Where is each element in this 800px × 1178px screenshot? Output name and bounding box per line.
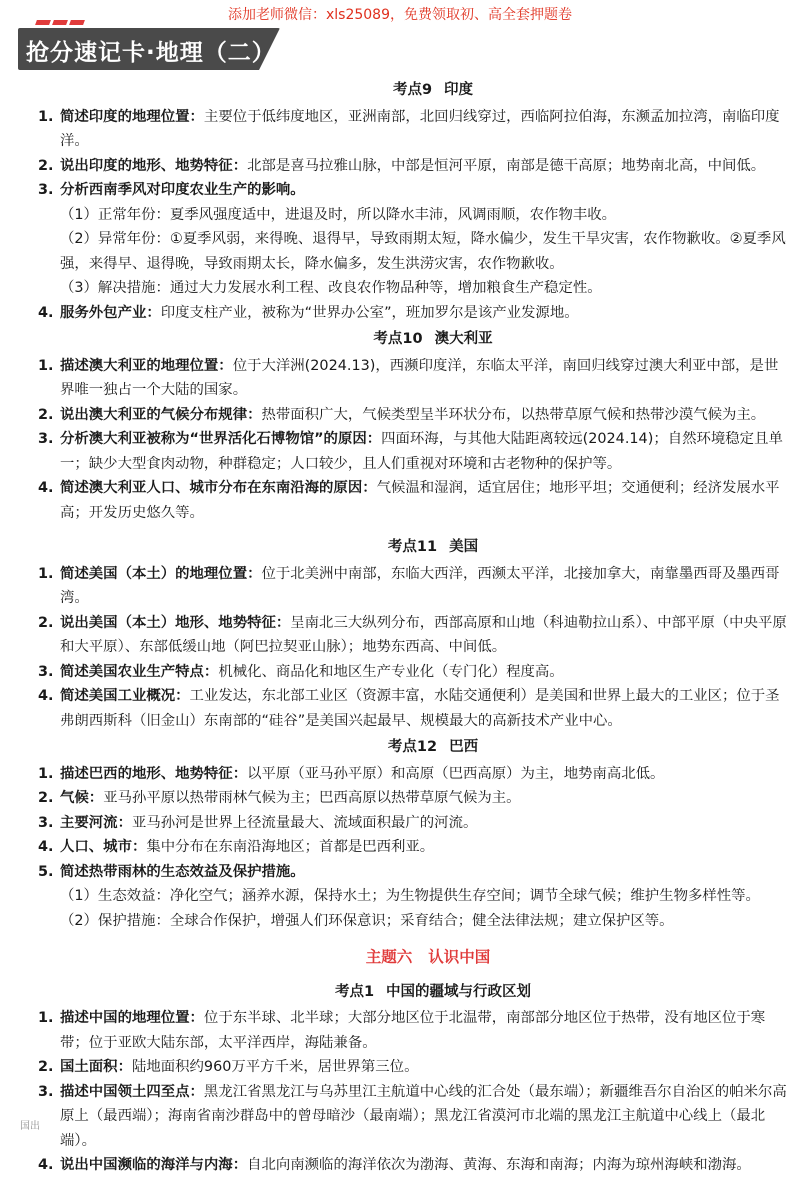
section-title-australia: 考点10 澳大利亚 [373,331,493,347]
page-title: 抢分速记卡·地理（二） [26,40,276,66]
list-item: 4. 简述美国工业概况：工业发达，东北部工业区（资源丰富，水陆交通便利）是美国和世界上最大的工业区；位于圣弗朗西斯科（旧金山）东南部的“硅谷”是美国兴起最早、规模最大的高新技术产业中心。 [38,688,780,729]
list-item: 3. 描述中国领土四至点：黑龙江省黑龙江与乌苏里江主航道中心线的汇合处（最东端）；新疆维吾尔自治区的帕米尔高原上（最西端）；海南省南沙群岛中的曾母暗沙（最南端）；黑龙江省漠河市北端的黑龙江主航道中心线上（最北端）。 [38,1083,787,1149]
list-item: 2. 说出美国（本土）地形、地势特征：呈南北三大纵列分布，西部高原和山地（科迪勒拉山系）、中部平原（中央平原和大平原）、东部低缓山地（阿巴拉契亚山脉）；地势东西高、中间低。 [38,614,787,655]
list-item: 2. 气候：亚马孙平原以热带雨林气候为主；巴西高原以热带草原气候为主。 [38,790,521,806]
section-title-brazil: 考点12 巴西 [387,739,479,755]
watermark: 添加老师微信：xls25089，免费领取初、高全套押题卷 [227,7,572,23]
list-item: 4. 服务外包产业：印度支柱产业，被称为“世界办公室”，班加罗尔是该产业发源地。 [38,304,579,321]
list-item: 4. 简述澳大利亚人口、城市分布在东南沿海的原因：气候温和湿润，适宜居住；地形平坦；交通便利；经济发展水平高；开发历史悠久等。 [38,480,780,521]
list-item: 1. 简述印度的地理位置：主要位于低纬度地区，亚洲南部，北回归线穿过，西临阿拉伯海，东濒孟加拉湾，南临印度洋。 [38,108,780,149]
list-item: 1. 描述中国的地理位置：位于东半球、北半球；大部分地区位于北温带，南部部分地区位于热带，没有地区位于寒带；位于亚欧大陆东部，太平洋西岸，海陆兼备。 [38,1010,766,1051]
footer-mark: 国出 [20,1121,40,1132]
section-title-china-territory: 考点1 中国的疆域与行政区划 [334,983,532,1000]
sub-item: （2）异常年份：①夏季风弱，来得晚、退得早，导致雨期太短，降水偏少，发生干旱灾害，农作物歉收。②夏季风强，来得早、退得晚，导致雨期太长，降水偏多，发生洪涝灾害，农作物歉收。 [60,231,786,272]
list-item: 1. 描述巴西的地形、地势特征：以平原（亚马孙平原）和高原（巴西高原）为主，地势南高北低。 [38,765,665,782]
theme-heading: 主题六 认识中国 [365,948,491,966]
list-item: 1. 描述澳大利亚的地理位置：位于大洋洲(2024.13)，西濒印度洋，东临太平洋，南回归线穿过澳大利亚中部，是世界唯一独占一个大陆的国家。 [38,357,779,398]
header-decoration [36,20,84,25]
list-item: 4. 说出中国濒临的海洋与内海：自北向南濒临的海洋依次为渤海、黄海、东海和南海；内海为琼州海峡和渤海。 [38,1157,751,1173]
list-item: 2. 说出印度的地形、地势特征：北部是喜马拉雅山脉，中部是恒河平原，南部是德干高原；地势南北高，中间低。 [38,157,766,174]
list-item: 2. 国土面积：陆地面积约960万平方千米，居世界第三位。 [38,1059,419,1075]
sub-item: （1）生态效益：净化空气；涵养水源，保持水土；为生物提供生存空间；调节全球气候；维护生物多样性等。 [60,888,760,904]
list-item: 5. 简述热带雨林的生态效益及保护措施。 [38,863,305,880]
list-item: 4. 人口、城市：集中分布在东南沿海地区；首都是巴西利亚。 [38,839,435,855]
content [38,76,788,1178]
sub-item: （1）正常年份：夏季风强度适中，进退及时，所以降水丰沛，风调雨顺，农作物丰收。 [60,206,617,223]
list-item: 3. 简述美国农业生产特点：机械化、商品化和地区生产专业化（专门化）程度高。 [38,663,564,680]
sub-item: （2）保护措施：全球合作保护，增强人们环保意识；采育结合；健全法律法规；建立保护区等。 [60,912,674,929]
section-title-india: 考点9 印度 [392,82,474,98]
list-item: 3. 分析澳大利亚被称为“世界活化石博物馆”的原因：四面环海，与其他大陆距离较远(2024.14)；自然环境稳定且单一；缺少大型食肉动物，种群稳定；人口较少，且人们重视对环境和古老物种的保护等。 [38,431,783,472]
list-item: 3. 主要河流：亚马孙河是世界上径流量最大、流域面积最广的河流。 [38,814,478,831]
section-title-usa: 考点11 美国 [387,539,479,555]
list-item: 2. 说出澳大利亚的气候分布规律：热带面积广大，气候类型呈半环状分布，以热带草原气候和热带沙漠气候为主。 [38,406,766,423]
list-item: 1. 简述美国（本土）的地理位置：位于北美洲中南部，东临大西洋，西濒太平洋，北接加拿大，南靠墨西哥及墨西哥湾。 [38,565,780,606]
list-item: 3. 分析西南季风对印度农业生产的影响。 [38,182,305,198]
sub-item: （3）解决措施：通过大力发展水利工程、改良农作物品种等，增加粮食生产稳定性。 [60,280,602,296]
